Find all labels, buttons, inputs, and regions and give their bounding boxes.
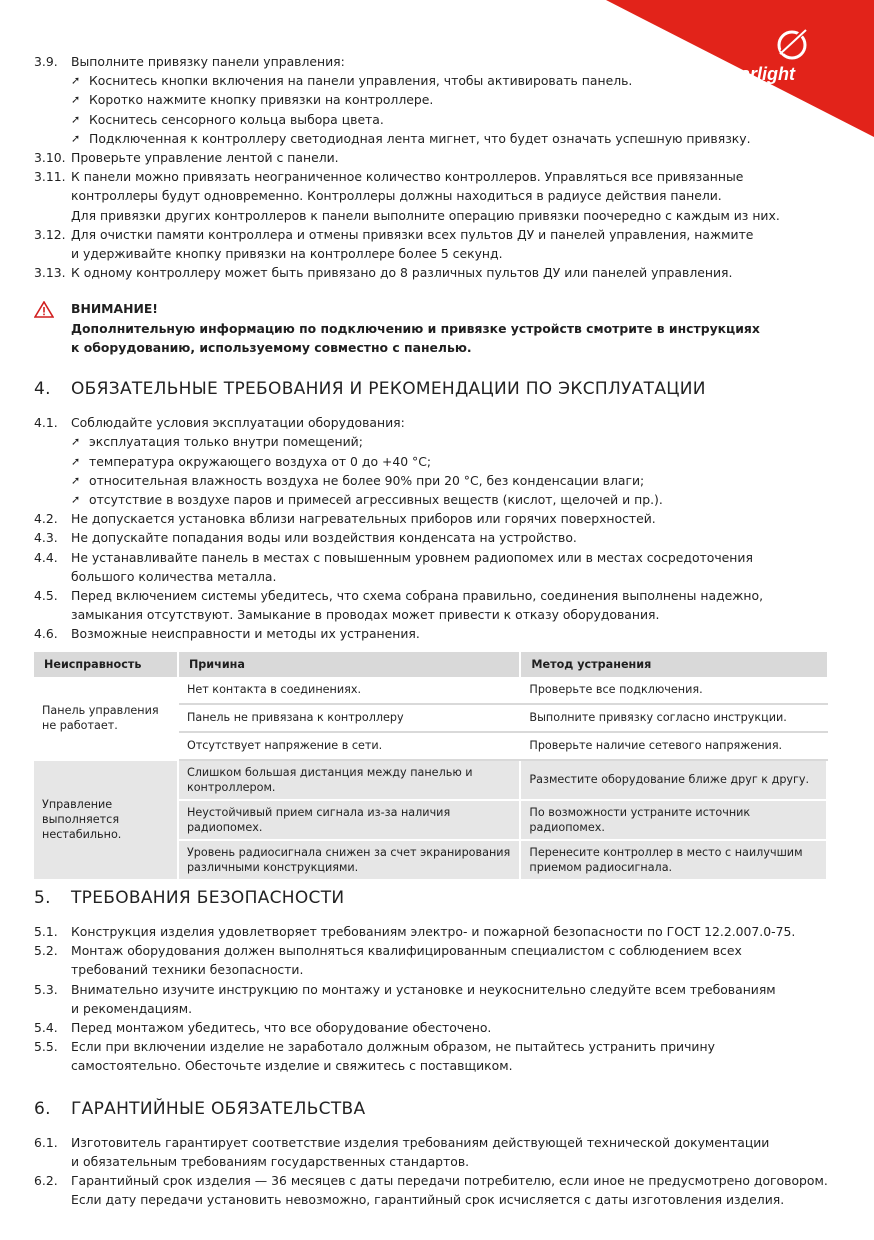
fix-cell: Проверьте все подключения. bbox=[520, 677, 827, 704]
column-header: Неисправность bbox=[34, 652, 178, 677]
item-text: Проверьте управление лентой с панели. bbox=[71, 150, 339, 166]
bullet-item bbox=[34, 90, 834, 109]
list-item-6-1 bbox=[34, 1133, 834, 1171]
section-number: 4. bbox=[34, 379, 51, 400]
list-item-5-5 bbox=[34, 1037, 834, 1075]
list-item-5-1 bbox=[34, 922, 834, 941]
item-text: и удерживайте кнопку привязки на контроллере более 5 секунд. bbox=[71, 246, 503, 262]
fix-cell: Разместите оборудование ближе друг к другу. bbox=[520, 760, 827, 800]
item-text: Изготовитель гарантирует соответствие изделия требованиям действующей технической документации bbox=[71, 1134, 770, 1150]
fix-cell: Выполните привязку согласно инструкции. bbox=[520, 704, 827, 732]
fix-cell: Проверьте наличие сетевого напряжения. bbox=[520, 732, 827, 760]
item-text: Внимательно изучите инструкцию по монтажу и установке и неукоснительно следуйте всем требованиям bbox=[71, 981, 776, 997]
section-number: 5. bbox=[34, 887, 51, 908]
troubleshooting-table bbox=[34, 652, 828, 881]
item-number: 5.5. bbox=[34, 1039, 58, 1055]
section-title: ОБЯЗАТЕЛЬНЫЕ ТРЕБОВАНИЯ И РЕКОМЕНДАЦИИ ПО ЭКСПЛУАТАЦИИ bbox=[71, 379, 706, 400]
item-text: Возможные неисправности и методы их устранения. bbox=[71, 626, 420, 642]
list-item-5-4 bbox=[34, 1018, 834, 1037]
list-item-3-10 bbox=[34, 148, 834, 167]
bullet-item bbox=[34, 110, 834, 129]
item-text: Не допускайте попадания воды или воздействия конденсата на устройство. bbox=[71, 530, 577, 546]
item-number: 6.1. bbox=[34, 1134, 58, 1150]
item-number: 4.2. bbox=[34, 511, 58, 527]
bullet-text: Подключенная к контроллеру светодиодная лента мигнет, что будет означать успешную привязку. bbox=[89, 130, 751, 146]
item-text: самостоятельно. Обесточьте изделие и свяжитесь с поставщиком. bbox=[71, 1058, 513, 1074]
table-header-row bbox=[34, 652, 827, 677]
item-text: Перед включением системы убедитесь, что схема собрана правильно, соединения выполнены надежно, bbox=[71, 588, 764, 604]
warning-text: Дополнительную информацию по подключению и привязке устройств смотрите в инструкциях bbox=[71, 320, 760, 336]
warning-triangle-icon bbox=[34, 301, 54, 323]
item-number: 4.3. bbox=[34, 530, 58, 546]
table-row bbox=[34, 760, 827, 800]
list-item-5-3 bbox=[34, 980, 834, 1018]
item-number: 3.11. bbox=[34, 169, 66, 185]
list-item-3-9 bbox=[34, 52, 834, 71]
section-heading-6 bbox=[34, 1100, 834, 1119]
section-heading-4 bbox=[34, 380, 834, 399]
list-item-4-6 bbox=[34, 624, 834, 643]
bullet-item bbox=[34, 490, 834, 509]
item-text: Гарантийный срок изделия — 36 месяцев с даты передачи потребителю, если иное не предусмотрено договором. bbox=[71, 1173, 828, 1189]
item-text: Конструкция изделия удовлетворяет требованиям электро- и пожарной безопасности по ГОСТ 12.2.007.0-75. bbox=[71, 923, 796, 939]
cause-cell: Отсутствует напряжение в сети. bbox=[178, 732, 520, 760]
arrow-bullet-icon: ➚ bbox=[71, 454, 81, 468]
section-heading-5 bbox=[34, 889, 834, 908]
list-section-5 bbox=[34, 922, 834, 1076]
item-text: Если дату передачи установить невозможно, гарантийный срок исчисляется с даты изготовления изделия. bbox=[71, 1192, 785, 1208]
list-item-4-4 bbox=[34, 548, 834, 586]
item-number: 5.4. bbox=[34, 1019, 58, 1035]
item-text: Соблюдайте условия эксплуатации оборудования: bbox=[71, 415, 405, 431]
cause-cell: Уровень радиосигнала снижен за счет экранирования различными конструкциями. bbox=[178, 840, 520, 880]
item-text: Если при включении изделие не заработало должным образом, не пытайтесь устранить причину bbox=[71, 1039, 715, 1055]
item-text: контроллеры будут одновременно. Контроллеры должны находиться в радиусе действия панели. bbox=[71, 188, 722, 204]
list-item-3-11 bbox=[34, 167, 834, 225]
list-item-4-3 bbox=[34, 528, 834, 547]
item-number: 6.2. bbox=[34, 1173, 58, 1189]
warning-text: к оборудованию, используемому совместно с панелью. bbox=[71, 339, 472, 355]
section-number: 6. bbox=[34, 1098, 51, 1119]
list-item-5-2 bbox=[34, 941, 834, 979]
fix-cell: Перенесите контроллер в место с наилучшим приемом радиосигнала. bbox=[520, 840, 827, 880]
fix-cell: По возможности устраните источник радиопомех. bbox=[520, 800, 827, 840]
list-item-4-5 bbox=[34, 586, 834, 624]
list-item-6-2 bbox=[34, 1171, 834, 1209]
item-number: 4.6. bbox=[34, 626, 58, 642]
arrow-bullet-icon: ➚ bbox=[71, 112, 81, 126]
bullet-item bbox=[34, 471, 834, 490]
bullet-text: Коснитесь сенсорного кольца выбора цвета. bbox=[89, 111, 384, 127]
item-number: 4.5. bbox=[34, 588, 58, 604]
item-number: 5.3. bbox=[34, 981, 58, 997]
bullet-text: эксплуатация только внутри помещений; bbox=[89, 434, 363, 450]
item-text: требований техники безопасности. bbox=[71, 962, 304, 978]
bullet-text: температура окружающего воздуха от 0 до +40 °C; bbox=[89, 453, 432, 469]
list-item-4-1 bbox=[34, 413, 834, 432]
list-section-4 bbox=[34, 413, 834, 643]
arrow-bullet-icon: ➚ bbox=[71, 435, 81, 449]
bullet-text: Коснитесь кнопки включения на панели управления, чтобы активировать панель. bbox=[89, 73, 633, 89]
cause-cell: Неустойчивый прием сигнала из-за наличия радиопомех. bbox=[178, 800, 520, 840]
item-number: 3.13. bbox=[34, 265, 66, 281]
bullet-item bbox=[34, 432, 834, 451]
item-number: 4.4. bbox=[34, 549, 58, 565]
item-number: 3.10. bbox=[34, 150, 66, 166]
item-text: Перед монтажом убедитесь, что все оборудование обесточено. bbox=[71, 1019, 492, 1035]
arrow-bullet-icon: ➚ bbox=[71, 493, 81, 507]
table-row bbox=[34, 677, 827, 704]
logo-text: arlight bbox=[740, 64, 796, 84]
item-number: 4.1. bbox=[34, 415, 58, 431]
document-body bbox=[34, 52, 834, 1210]
list-item-3-13 bbox=[34, 263, 834, 282]
item-text: замыкания отсутствуют. Замыкание в проводах может привести к отказу оборудования. bbox=[71, 607, 660, 623]
item-text: Для привязки других контроллеров к панели выполните операцию привязки поочередно с каждым из них. bbox=[71, 207, 780, 223]
bullet-text: Коротко нажмите кнопку привязки на контроллере. bbox=[89, 92, 434, 108]
arrow-bullet-icon: ➚ bbox=[71, 473, 81, 487]
item-text: Для очистки памяти контроллера и отмены привязки всех пультов ДУ и панелей управления, нажмите bbox=[71, 226, 754, 242]
fault-cell: Управление выполняется нестабильно. bbox=[34, 760, 178, 880]
item-text: К одному контроллеру может быть привязано до 8 различных пультов ДУ или панелей управления. bbox=[71, 265, 733, 281]
item-text: Не устанавливайте панель в местах с повышенным уровнем радиопомех или в местах сосредоточения bbox=[71, 549, 753, 565]
arrow-bullet-icon: ➚ bbox=[71, 93, 81, 107]
item-number: 3.9. bbox=[34, 54, 58, 69]
arrow-bullet-icon: ➚ bbox=[71, 74, 81, 88]
bullet-item bbox=[34, 129, 834, 148]
item-text: Монтаж оборудования должен выполняться квалифицированным специалистом с соблюдением всех bbox=[71, 943, 742, 959]
list-item-4-2 bbox=[34, 509, 834, 528]
item-number: 5.1. bbox=[34, 923, 58, 939]
item-text: Выполните привязку панели управления: bbox=[71, 54, 345, 69]
bullet-text: отсутствие в воздухе паров и примесей агрессивных веществ (кислот, щелочей и пр.). bbox=[89, 492, 663, 508]
bullet-item bbox=[34, 71, 834, 90]
bullet-item bbox=[34, 452, 834, 471]
item-text: Не допускается установка вблизи нагревательных приборов или горячих поверхностей. bbox=[71, 511, 656, 527]
fault-cell: Панель управления не работает. bbox=[34, 677, 178, 760]
item-text: и обязательным требованиям государственных стандартов. bbox=[71, 1153, 470, 1169]
item-text: большого количества металла. bbox=[71, 568, 277, 584]
column-header: Причина bbox=[178, 652, 520, 677]
cause-cell: Слишком большая дистанция между панелью и контроллером. bbox=[178, 760, 520, 800]
item-text: К панели можно привязать неограниченное количество контроллеров. Управляться все привязанные bbox=[71, 169, 744, 185]
section-title: ГАРАНТИЙНЫЕ ОБЯЗАТЕЛЬСТВА bbox=[71, 1098, 366, 1119]
list-item-3-12 bbox=[34, 225, 834, 263]
list-section-3 bbox=[34, 52, 834, 282]
cause-cell: Панель не привязана к контроллеру bbox=[178, 704, 520, 732]
section-title: ТРЕБОВАНИЯ БЕЗОПАСНОСТИ bbox=[71, 887, 345, 908]
arrow-bullet-icon: ➚ bbox=[71, 131, 81, 145]
item-number: 5.2. bbox=[34, 943, 58, 959]
column-header: Метод устранения bbox=[520, 652, 827, 677]
item-text: и рекомендациям. bbox=[71, 1000, 193, 1016]
list-section-6 bbox=[34, 1133, 834, 1210]
cause-cell: Нет контакта в соединениях. bbox=[178, 677, 520, 704]
item-number: 3.12. bbox=[34, 226, 66, 242]
warning-block bbox=[34, 299, 834, 357]
bullet-text: относительная влажность воздуха не более 90% при 20 °C, без конденсации влаги; bbox=[89, 472, 645, 488]
warning-title: ВНИМАНИЕ! bbox=[71, 301, 158, 317]
